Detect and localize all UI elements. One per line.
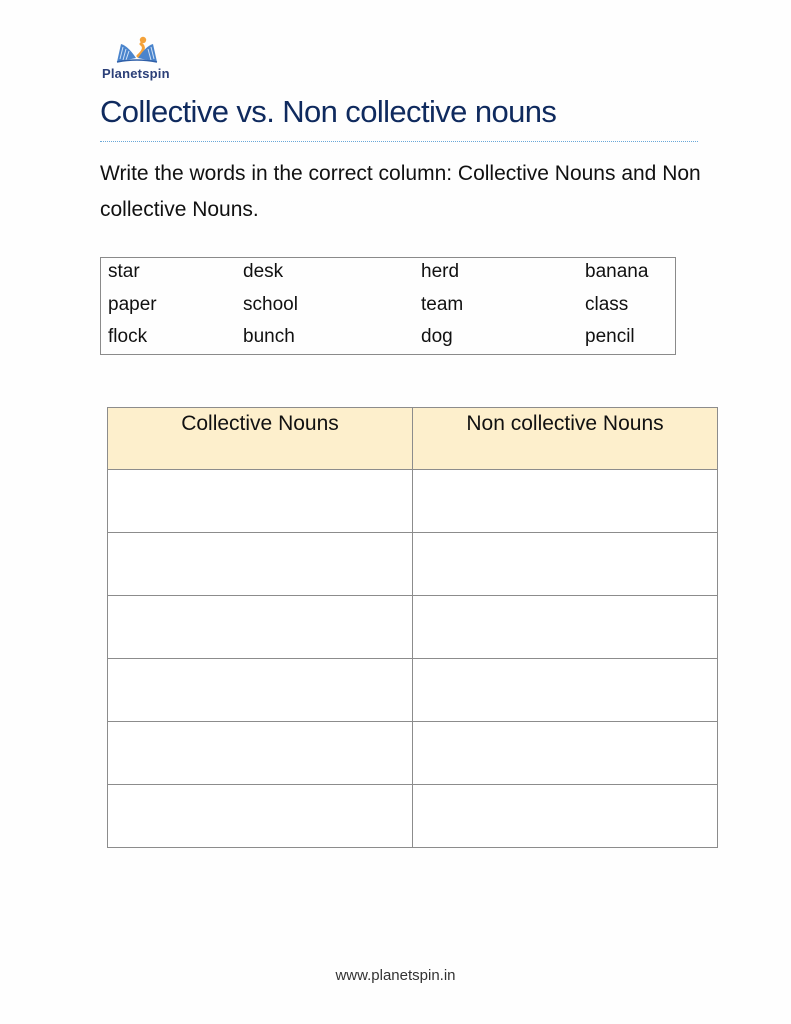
word-bank-item: star bbox=[108, 261, 140, 282]
answer-cell-non-collective[interactable] bbox=[413, 533, 718, 596]
word-bank-item: dog bbox=[421, 326, 453, 347]
table-header-row bbox=[108, 408, 718, 470]
instructions-text: Write the words in the correct column: Collective Nouns and Non collective Nouns. bbox=[100, 162, 701, 221]
answer-cell-collective[interactable] bbox=[108, 596, 413, 659]
answer-cell-non-collective[interactable] bbox=[413, 722, 718, 785]
answer-cell-collective[interactable] bbox=[108, 470, 413, 533]
table-row bbox=[108, 470, 718, 533]
word-bank-item: paper bbox=[108, 294, 157, 315]
sorting-table bbox=[107, 407, 718, 848]
word-bank-item: pencil bbox=[585, 326, 635, 347]
table-row bbox=[108, 722, 718, 785]
title-divider bbox=[100, 141, 698, 142]
open-book-with-figure-icon bbox=[114, 34, 160, 64]
answer-cell-collective[interactable] bbox=[108, 659, 413, 722]
word-bank-item: bunch bbox=[243, 326, 295, 347]
table-row bbox=[108, 533, 718, 596]
answer-cell-non-collective[interactable] bbox=[413, 659, 718, 722]
word-bank-item: flock bbox=[108, 326, 148, 347]
answer-cell-non-collective[interactable] bbox=[413, 596, 718, 659]
word-bank-item: herd bbox=[421, 261, 460, 282]
table-row bbox=[108, 596, 718, 659]
word-bank bbox=[100, 257, 676, 355]
answer-cell-collective[interactable] bbox=[108, 785, 413, 848]
word-bank-item: banana bbox=[585, 261, 649, 282]
table-row bbox=[108, 785, 718, 848]
brand-name: Planetspin bbox=[102, 66, 170, 81]
word-bank-item: desk bbox=[243, 261, 284, 282]
table-row bbox=[108, 659, 718, 722]
answer-cell-non-collective[interactable] bbox=[413, 470, 718, 533]
brand-logo bbox=[100, 34, 174, 84]
header-collective-nouns: Collective Nouns bbox=[108, 408, 413, 470]
word-bank-item: class bbox=[585, 294, 629, 315]
word-bank-item: team bbox=[421, 294, 464, 315]
footer-website[interactable]: www.planetspin.in bbox=[335, 967, 456, 984]
answer-cell-non-collective[interactable] bbox=[413, 785, 718, 848]
answer-cell-collective[interactable] bbox=[108, 722, 413, 785]
header-non-collective-nouns: Non collective Nouns bbox=[413, 408, 718, 470]
page-title: Collective vs. Non collective nouns bbox=[100, 94, 557, 129]
word-bank-item: school bbox=[243, 294, 298, 315]
answer-cell-collective[interactable] bbox=[108, 533, 413, 596]
